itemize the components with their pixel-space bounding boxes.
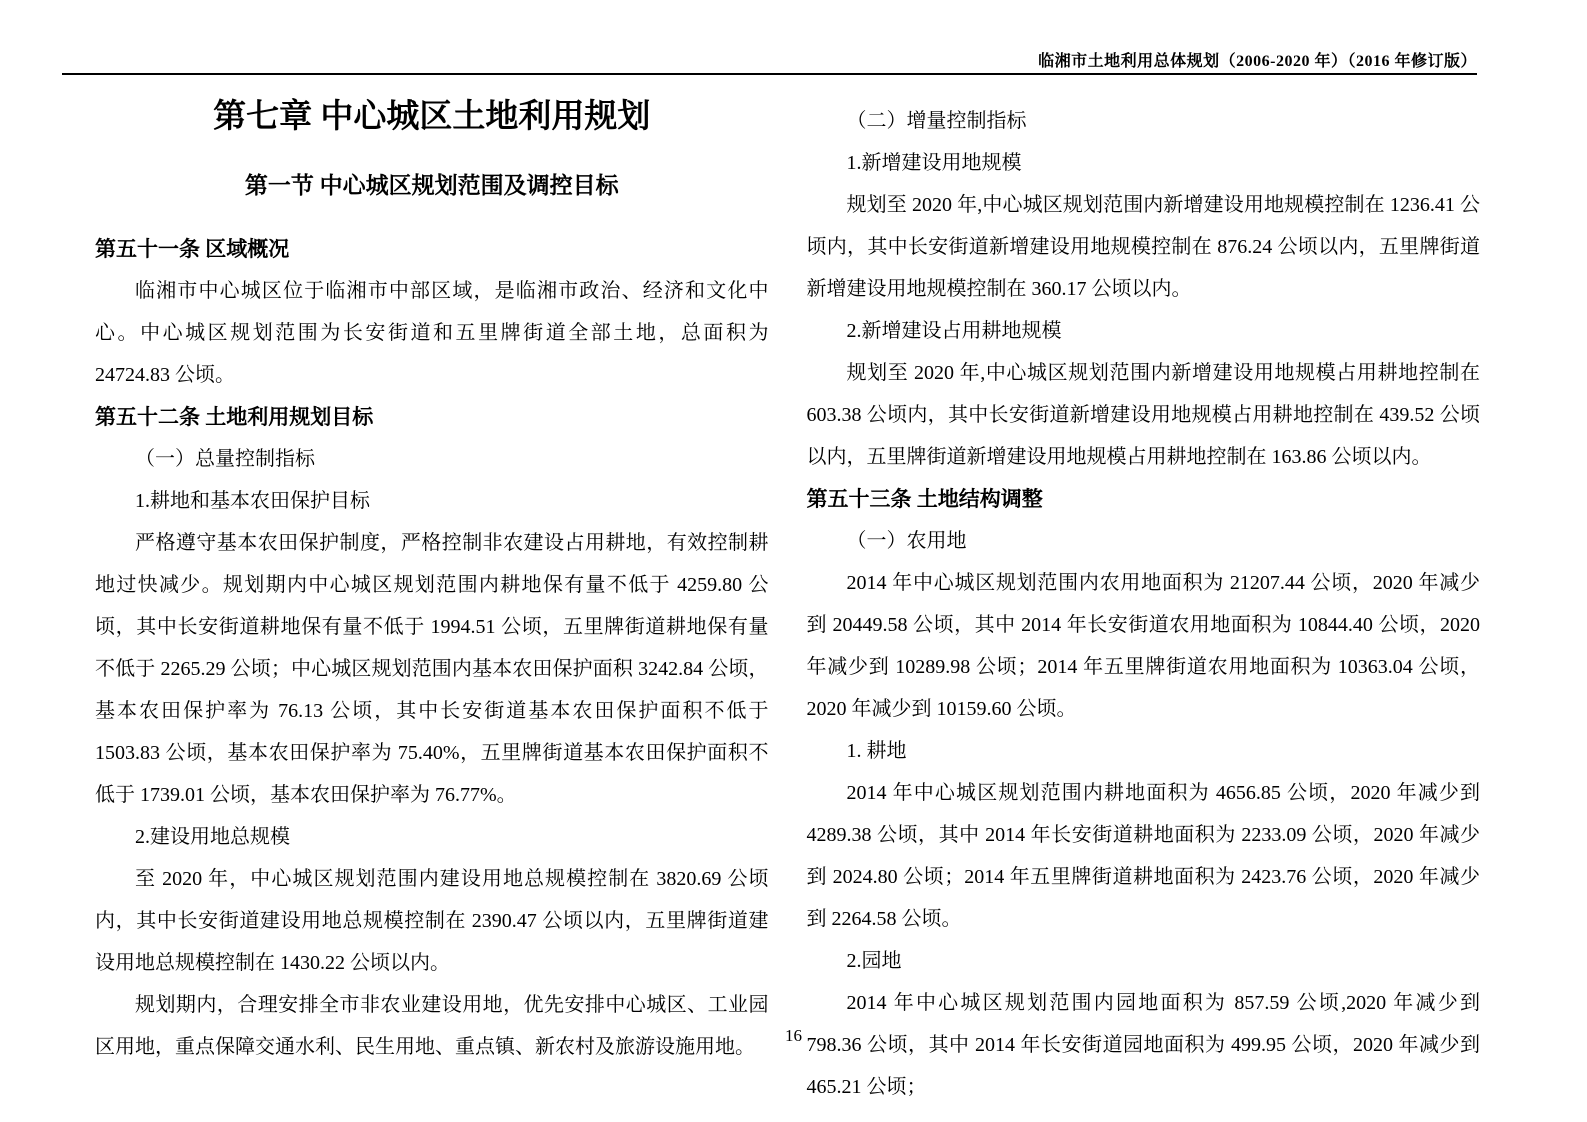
occupy-farmland-paragraph: 规划至 2020 年,中心城区规划范围内新增建设用地规模占用耕地控制在 603.38 公顷内，其中长安街道新增建设用地规模占用耕地控制在 439.52 公顷以内，五里牌街道新增建设用地规模占用耕地控制在 163.86 公顷以内。 [806, 362, 1480, 468]
chapter-title: 第七章 中心城区土地利用规划 [213, 99, 651, 135]
article-53-heading: 第五十三条 土地结构调整 [806, 487, 1043, 511]
running-header: 临湘市土地利用总体规划（2006-2020 年）（2016 年修订版） [1038, 53, 1477, 70]
subheading-farmland-goal: 1.耕地和基本农田保护目标 [135, 490, 370, 512]
construction-scale-paragraph: 至 2020 年，中心城区规划范围内建设用地总规模控制在 3820.69 公顷内，其中长安街道建设用地总规模控制在 2390.47 公顷以内，五里牌街道建设用地总规模控制在 1430.22 公顷以内。 [95, 868, 769, 974]
subheading-cultivated-land: 1. 耕地 [846, 740, 907, 762]
subheading-new-construction: 1.新增建设用地规模 [846, 152, 1022, 174]
section-title: 第一节 中心城区规划范围及调控目标 [244, 173, 619, 198]
planning-arrangement-paragraph: 规划期内，合理安排全市非农业建设用地，优先安排中心城区、工业园区用地，重点保障交通水利、民生用地、重点镇、新农村及旅游设施用地。 [95, 994, 769, 1058]
new-construction-paragraph: 规划至 2020 年,中心城区规划范围内新增建设用地规模控制在 1236.41 公顷内，其中长安街道新增建设用地规模控制在 876.24 公顷以内，五里牌街道新增建设用地规模控制在 360.17 公顷以内。 [806, 194, 1480, 300]
header-divider-line [62, 73, 1477, 75]
two-column-body [95, 88, 1480, 1108]
subheading-garden-land: 2.园地 [846, 950, 902, 972]
subheading-new-occupy-farmland: 2.新增建设占用耕地规模 [846, 320, 1062, 342]
article-52-heading: 第五十二条 土地利用规划目标 [95, 405, 374, 429]
farmland-protection-paragraph: 严格遵守基本农田保护制度，严格控制非农建设占用耕地，有效控制耕地过快减少。规划期内中心城区规划范围内耕地保有量不低于 4259.80 公顷，其中长安街道耕地保有量不低于 1994.51 公顷，五里牌街道耕地保有量不低于 2265.29 公顷；中心城区规划范围内基本农田保护面积 3242.84 公顷，基本农田保护率为 76.13 公顷，其中长安街道基本农田保护面积不低于 1503.83 公顷，基本农田保护率为 75.40%，五里牌街道基本农田保护面积不低于 1739.01 公顷，基本农田保护率为 76.77%。 [95, 532, 769, 806]
article-51-paragraph: 临湘市中心城区位于临湘市中部区域，是临湘市政治、经济和文化中心。中心城区规划范围为长安街道和五里牌街道全部土地，总面积为 24724.83 公顷。 [95, 280, 769, 386]
subheading-increment-control: （二）增量控制指标 [846, 110, 1027, 132]
article-51-heading: 第五十一条 区域概况 [95, 237, 290, 261]
subheading-total-control: （一）总量控制指标 [135, 448, 315, 470]
cultivated-land-paragraph: 2014 年中心城区规划范围内耕地面积为 4656.85 公顷，2020 年减少到 4289.38 公顷，其中 2014 年长安街道耕地面积为 2233.09 公顷，2020 年减少到 2024.80 公顷；2014 年五里牌街道耕地面积为 2423.76 公顷，2020 年减少到 2264.58 公顷。 [806, 782, 1480, 930]
right-column [807, 88, 1481, 1108]
agricultural-land-paragraph: 2014 年中心城区规划范围内农用地面积为 21207.44 公顷，2020 年减少到 20449.58 公顷，其中 2014 年长安街道农用地面积为 10844.40 公顷，2020 年减少到 10289.98 公顷；2014 年五里牌街道农用地面积为 10363.04 公顷，2020 年减少到 10159.60 公顷。 [806, 572, 1480, 720]
subheading-agricultural-land: （一）农用地 [846, 530, 967, 552]
left-column [95, 88, 769, 1108]
garden-land-paragraph: 2014 年中心城区规划范围内园地面积为 857.59 公顷,2020 年减少到 798.36 公顷，其中 2014 年长安街道园地面积为 499.95 公顷，2020 年减少到 465.21 公顷； [806, 992, 1480, 1098]
subheading-construction-scale: 2.建设用地总规模 [135, 826, 290, 848]
page-number: 16 [785, 1026, 802, 1045]
